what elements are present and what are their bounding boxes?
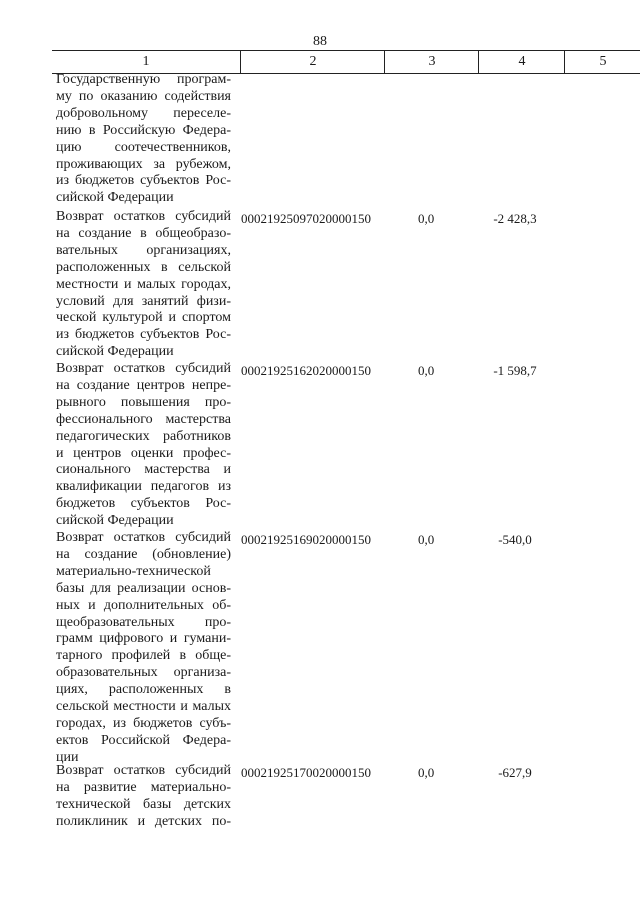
row-col4-value: -540,0: [498, 532, 532, 547]
row-col4-value: -1 598,7: [493, 363, 537, 378]
row-col3-value: 0,0: [418, 532, 435, 547]
column-header-4: 4: [478, 51, 565, 73]
row-code: 00021925170020000150: [241, 765, 371, 780]
row-description: Государственную програм- му по оказанию содействия добровольному переселе- нию в Российскую Федера- цию соотечественников, проживающих за рубежом, из бюджетов субъектов Рос- сийской Федерации: [56, 72, 231, 206]
page-number: 88: [313, 34, 327, 49]
row-col4-value: -2 428,3: [493, 211, 537, 226]
column-header-1: 1: [142, 54, 150, 69]
row-code: 00021925169020000150: [241, 532, 371, 547]
column-header-2: 2: [240, 51, 385, 73]
row-description: Возврат остатков субсидий на создание центров непре- рывного повышения про- фессионального мастерства педагогических работников и центров оценки профес- сионального мастерства и квалификации педагогов из бюджетов субъектов Рос- сийской Федерации: [56, 361, 231, 529]
column-header-5: 5: [564, 51, 640, 73]
table-header: [52, 50, 640, 74]
column-header-3: 3: [384, 51, 479, 73]
row-description: Возврат остатков субсидий на создание (обновление) материально-технической базы для реализации основ- ных и дополнительных об- щеобразовательных про- грамм цифрового и гумани- тарного профилей в обще- образовательных организа- циях, расположенных в сельской местности и малых городах, из бюджетов субъ- ектов Российской Федера- ции: [56, 530, 231, 765]
row-description: Возврат остатков субсидий на развитие материально- технической базы детских поликлиник и детских по-: [56, 763, 231, 829]
row-code: 00021925162020000150: [241, 363, 371, 378]
row-col3-value: 0,0: [418, 765, 435, 780]
row-col3-value: 0,0: [418, 363, 435, 378]
row-description: Возврат остатков субсидий на создание в общеобразо- вательных организациях, расположенных в сельской местности и малых городах, условий для занятий физи- ческой культурой и спортом из бюджетов субъектов Рос- сийской Федерации: [56, 209, 231, 360]
row-col3-value: 0,0: [418, 211, 435, 226]
row-col4-value: -627,9: [498, 765, 532, 780]
row-code: 00021925097020000150: [241, 211, 371, 226]
